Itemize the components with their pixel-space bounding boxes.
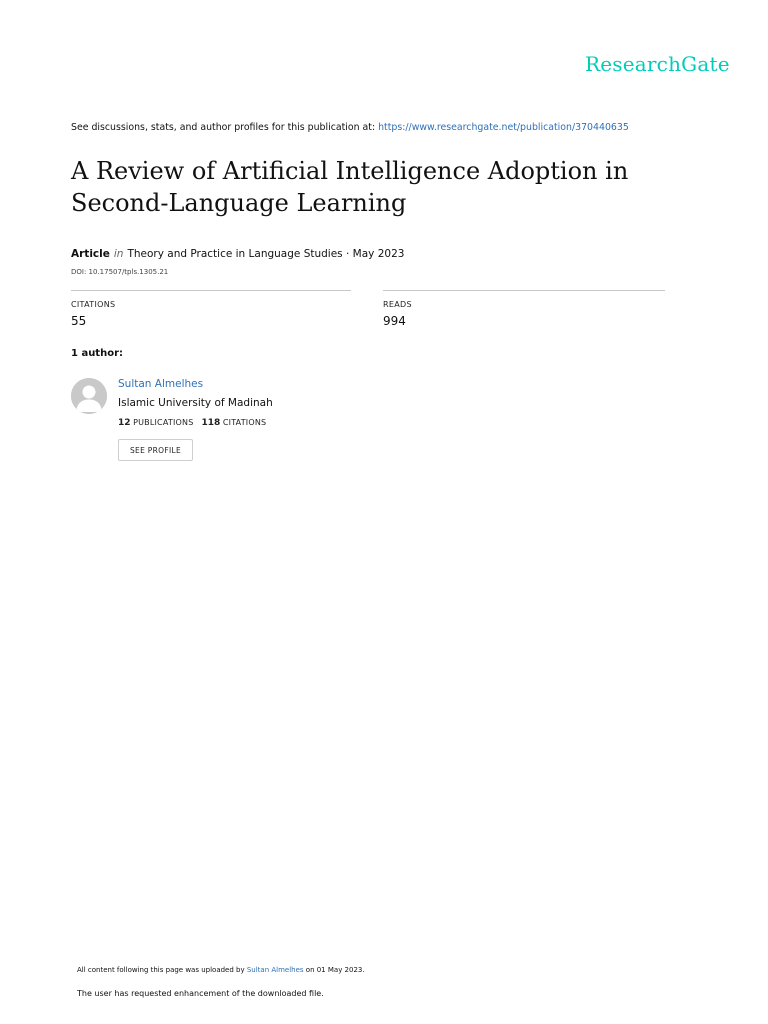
publication-meta — [71, 248, 404, 260]
citations-value: 55 — [71, 314, 87, 328]
reads-value: 994 — [383, 314, 406, 328]
author-institution: Islamic University of Madinah — [118, 397, 273, 409]
discussion-line — [71, 122, 629, 133]
discussion-text: See discussions, stats, and author profiles for this publication at: — [71, 122, 379, 133]
author-avatar-icon[interactable] — [71, 378, 107, 414]
author-stats — [118, 418, 266, 428]
venue-date: Theory and Practice in Language Studies · May 2023 — [127, 248, 405, 260]
researchgate-logo[interactable]: ResearchGate — [585, 52, 730, 76]
author-publications-label: PUBLICATIONS — [133, 418, 194, 427]
citations-divider — [71, 290, 351, 291]
uploader-link[interactable]: Sultan Almelhes — [246, 966, 304, 974]
author-publications-count: 12 — [118, 418, 131, 428]
reads-label: READS — [383, 300, 412, 309]
author-citations-count: 118 — [201, 418, 221, 428]
author-name-link[interactable]: Sultan Almelhes — [118, 378, 204, 390]
enhancement-note: The user has requested enhancement of the downloaded file. — [77, 989, 324, 998]
title-line-2: Second-Language Learning — [71, 189, 407, 217]
title-line-1: A Review of Artificial Intelligence Adoption in — [71, 157, 629, 185]
reads-divider — [383, 290, 665, 291]
publication-title — [71, 155, 691, 219]
author-citations-label: CITATIONS — [222, 418, 267, 427]
publication-link[interactable]: https://www.researchgate.net/publication/370440635 — [378, 122, 629, 133]
see-profile-button[interactable]: SEE PROFILE — [118, 439, 193, 461]
in-word: in — [113, 248, 124, 260]
upload-note — [77, 966, 365, 974]
upload-prefix: All content following this page was uploaded by — [77, 966, 247, 974]
publication-type: Article — [71, 248, 110, 260]
authors-heading: 1 author: — [71, 348, 124, 359]
citations-label: CITATIONS — [71, 300, 116, 309]
upload-suffix: on 01 May 2023. — [303, 966, 365, 974]
doi: DOI: 10.17507/tpls.1305.21 — [71, 268, 169, 276]
